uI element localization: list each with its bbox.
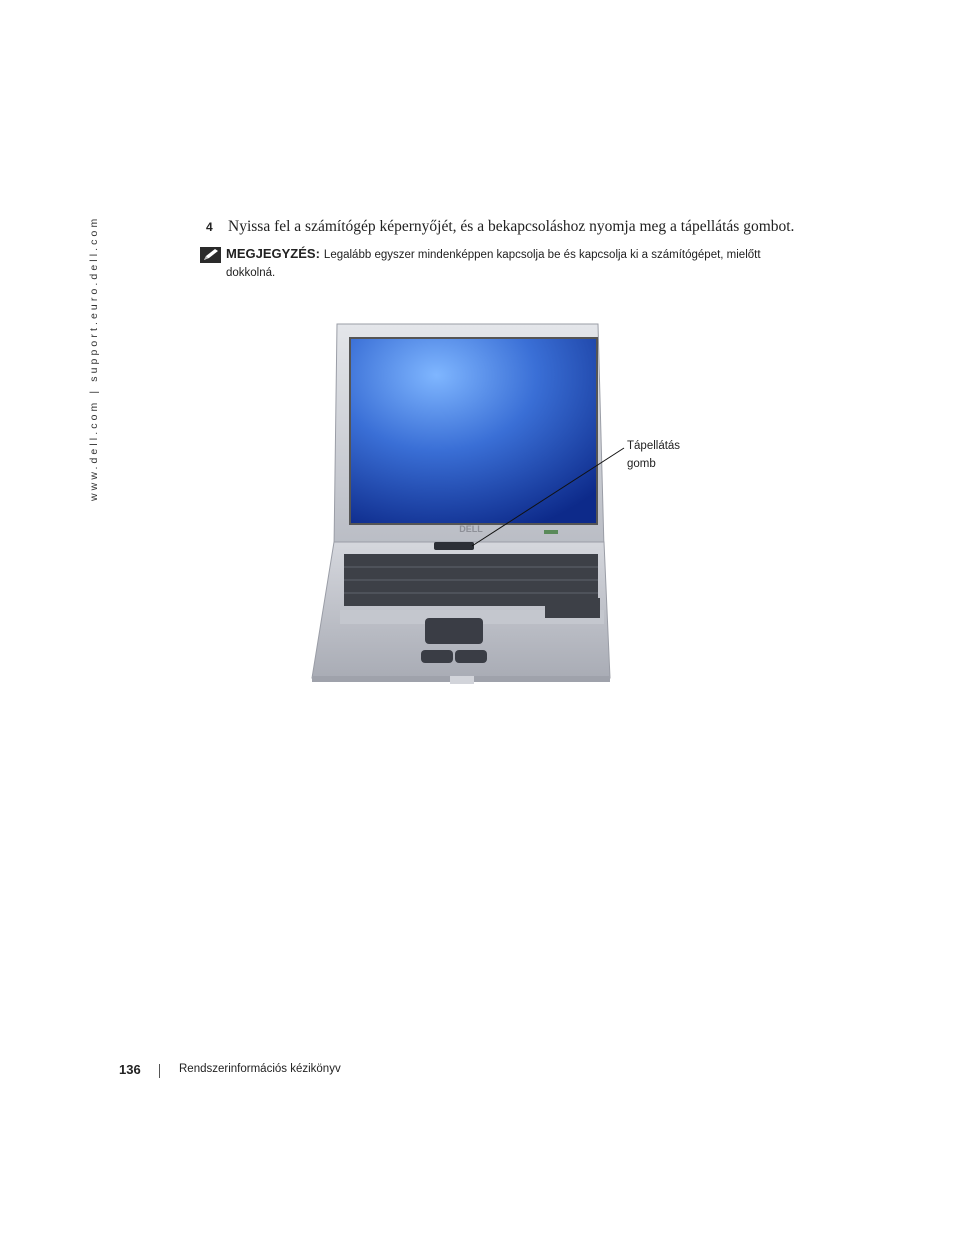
- power-button-strip: [434, 542, 474, 550]
- note-text: Legalább egyszer mindenképpen kapcsolja be és kapcsolja ki a számítógépet, mielőtt dokkolná.: [226, 249, 761, 279]
- laptop-lid: [334, 324, 604, 548]
- footer-title: Rendszerinformációs kézikönyv: [179, 1063, 341, 1075]
- laptop-base: [312, 542, 610, 684]
- callout-label-line1: Tápellátás: [627, 440, 681, 452]
- step-text: Nyissa fel a számítógép képernyőjét, és a bekapcsoláshoz nyomja meg a tápellátás gombot.: [228, 218, 795, 235]
- power-button-callout: [627, 437, 717, 473]
- note-label: MEGJEGYZÉS:: [226, 246, 320, 261]
- sidebar-url: www.dell.com | support.euro.dell.com: [88, 215, 100, 501]
- page-number: 136: [119, 1062, 141, 1077]
- touchpad: [425, 618, 483, 644]
- note-pencil-icon: [200, 246, 222, 264]
- laptop-figure: [300, 318, 700, 698]
- step-4: [206, 218, 826, 236]
- dell-logo: DELL: [459, 524, 483, 534]
- note-block: [226, 245, 796, 282]
- footer-divider: [159, 1064, 160, 1078]
- step-number: 4: [206, 220, 213, 234]
- callout-label-line2: gomb: [627, 458, 656, 470]
